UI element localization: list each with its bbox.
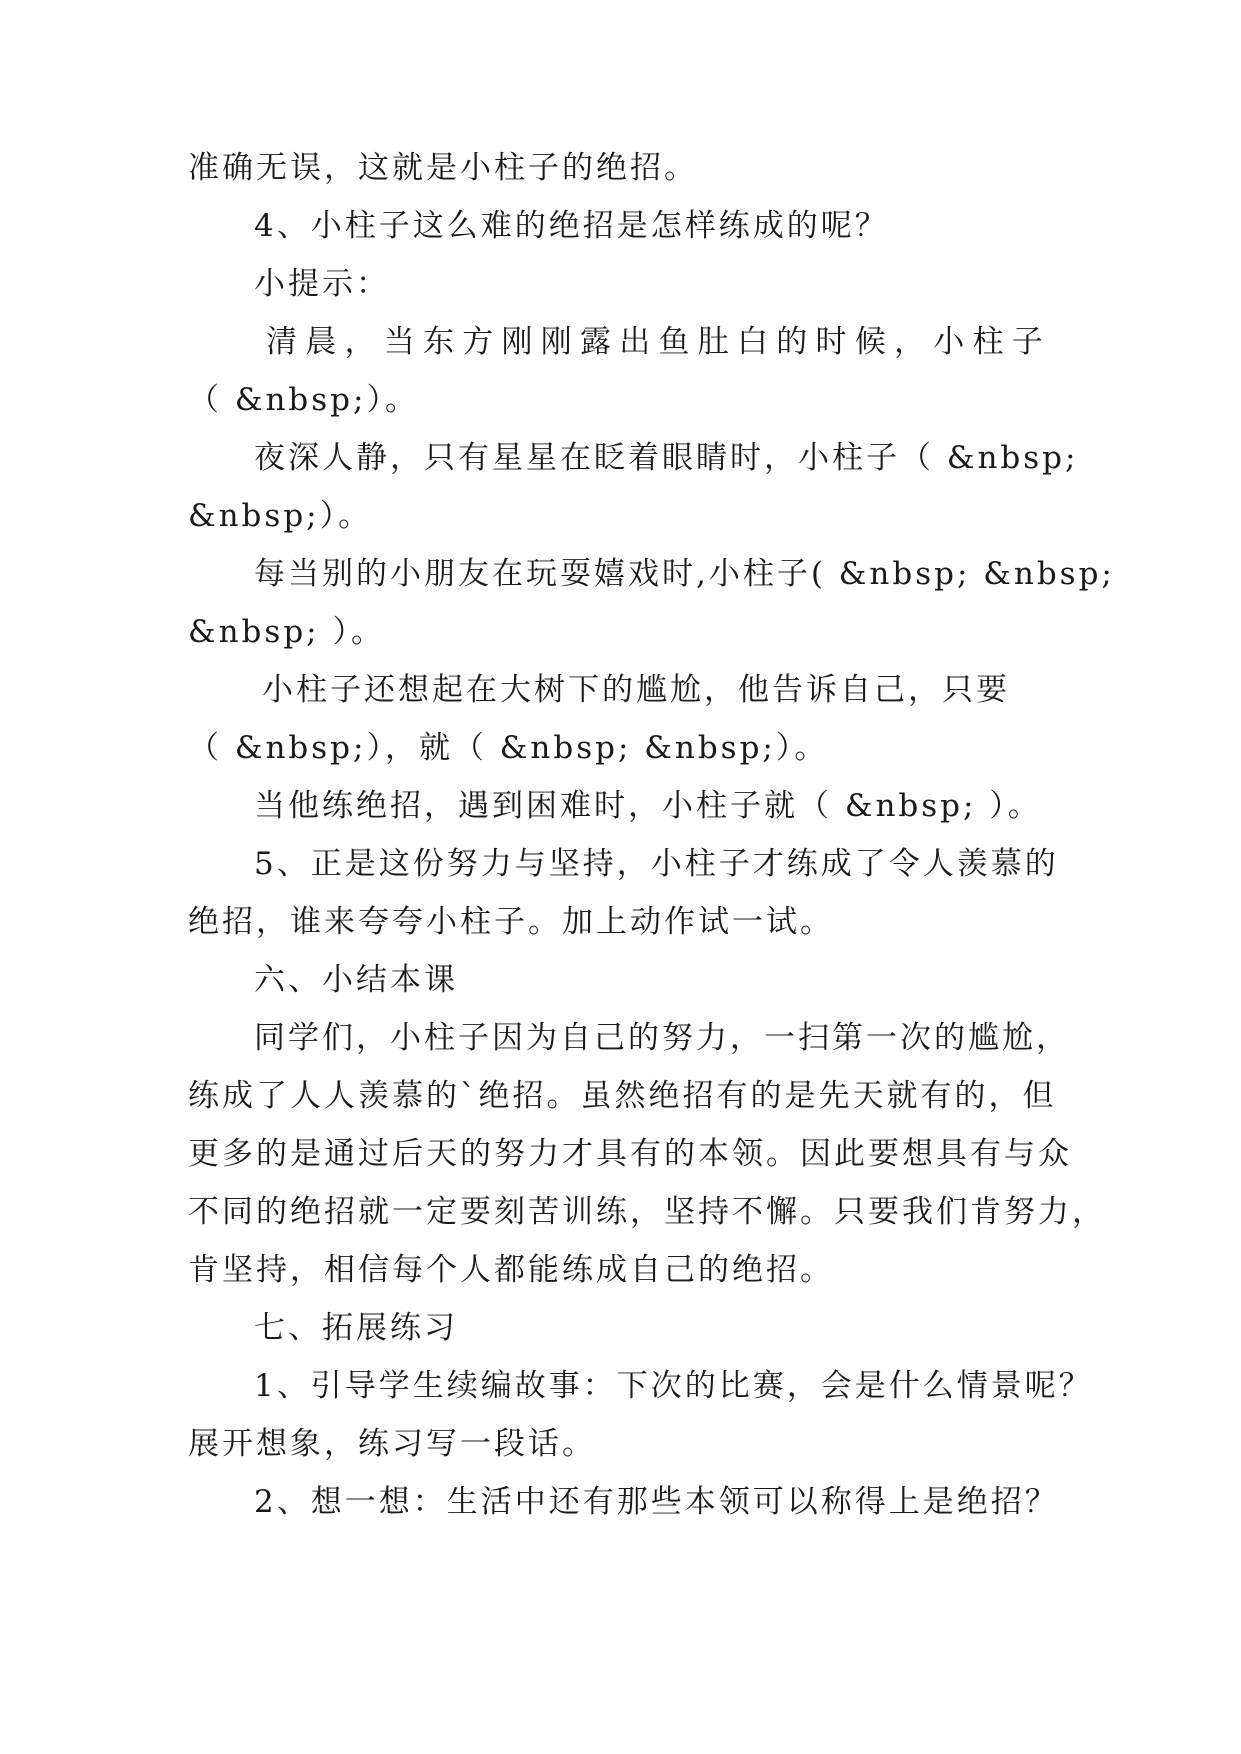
text-line: 1、引导学生续编故事：下次的比赛，会是什么情景呢？ [254,1368,1093,1404]
text-line: 当他练绝招，遇到困难时，小柱子就（ &nbsp; ）。 [254,788,1042,824]
text-char: 鱼 [658,324,693,360]
text-char: 晨 [305,324,340,360]
text-line: 5、正是这份努力与坚持，小柱子才练成了令人羡慕的 [254,846,1059,882]
text-char: 出 [619,324,654,360]
text-line: （ &nbsp;）。 [188,382,419,418]
text-line: 绝招，谁来夸夸小柱子。加上动作试一试。 [188,904,834,940]
text-line: 练成了人人羡慕的`绝招。虽然绝招有的是先天就有的，但 [188,1078,1057,1114]
text-line: 每当别的小朋友在玩耍嬉戏时,小柱子( &nbsp; &nbsp; [254,556,1115,592]
text-char: ， [894,324,928,360]
text-char: 小 [933,324,968,360]
text-char: 白 [737,324,771,360]
text-char: 清 [266,324,300,360]
text-line: 2、想一想：生活中还有那些本领可以称得上是绝招？ [254,1484,1059,1520]
text-char: ， [344,324,379,360]
text-char: 方 [462,324,497,360]
text-line: 夜深人静，只有星星在眨着眼睛时，小柱子（ &nbsp; [254,440,1079,476]
text-char: 东 [423,324,457,360]
text-char: 的 [776,324,811,360]
text-char: 刚 [540,324,575,360]
text-char: 时 [815,324,850,360]
text-line: 肯坚持，相信每个人都能练成自己的绝招。 [188,1252,834,1288]
text-char: 柱 [972,324,1007,360]
text-line-justified [266,322,1046,362]
text-line: 更多的是通过后天的努力才具有的本领。因此要想具有与众 [188,1136,1072,1172]
text-char: 露 [580,324,614,360]
text-line: 同学们，小柱子因为自己的努力，一扫第一次的尴尬， [254,1020,1070,1056]
text-line: &nbsp;）。 [188,498,373,534]
text-line: 小提示： [254,266,390,302]
text-line: &nbsp; ）。 [188,614,385,650]
text-char: 候 [854,324,889,360]
text-line: （ &nbsp;），就（ &nbsp; &nbsp;）。 [188,730,829,766]
text-line: 小柱子还想起在大树下的尴尬，他告诉自己，只要 [262,672,1010,708]
text-line: 4、小柱子这么难的绝招是怎样练成的呢？ [254,208,889,244]
text-line: 不同的绝招就一定要刻苦训练，坚持不懈。只要我们肯努力， [188,1194,1106,1230]
text-line: 展开想象，练习写一段话。 [188,1426,596,1462]
text-line: 准确无误，这就是小柱子的绝招。 [188,150,698,186]
section-heading: 七、拓展练习 [254,1310,458,1346]
text-char: 当 [383,324,418,360]
section-heading: 六、小结本课 [254,962,458,998]
text-char: 刚 [501,324,536,360]
text-char: 肚 [697,324,732,360]
text-char: 子 [1011,324,1046,360]
